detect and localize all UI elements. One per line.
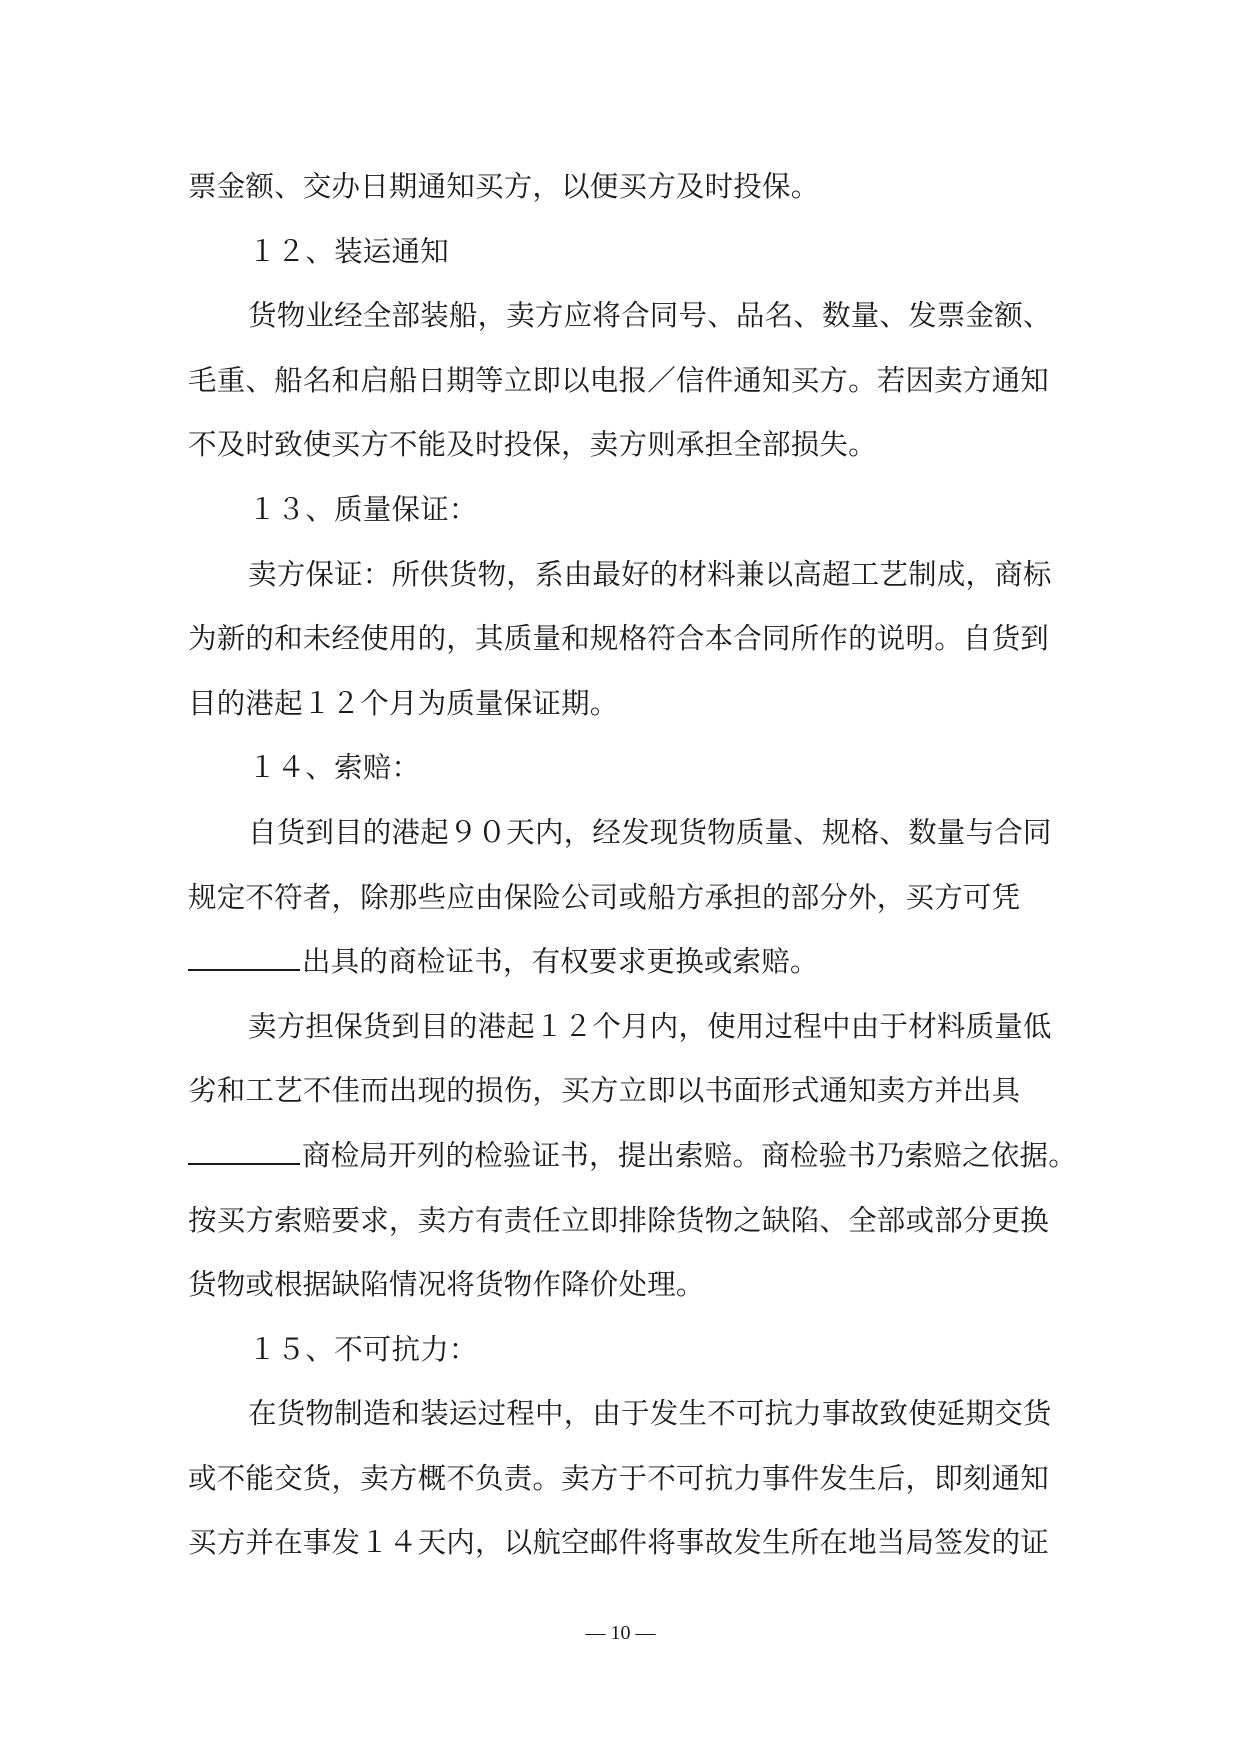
text-line: 卖方担保货到目的港起１２个月内，使用过程中由于材料质量低 [248, 1009, 1052, 1043]
document-body [188, 155, 1077, 1576]
text-line: 在货物制造和装运过程中，由于发生不可抗力事故致使延期交货 [248, 1397, 1052, 1431]
text-line: 自货到目的港起９０天内，经发现货物质量、规格、数量与合同 [248, 815, 1052, 849]
page-number: — 10 — [585, 1622, 656, 1644]
text-line-with-blank [188, 1124, 1077, 1189]
text-line: 卖方保证：所供货物，系由最好的材料兼以高超工艺制成，商标 [248, 557, 1052, 591]
text-line: 或不能交货，卖方概不负责。卖方于不可抗力事件发生后，即刻通知 [188, 1461, 1050, 1495]
text-line: 买方并在事发１４天内，以航空邮件将事故发生所在地当局签发的证 [188, 1526, 1050, 1560]
text-line: 按买方索赔要求，卖方有责任立即排除货物之缺陷、全部或部分更换 [188, 1203, 1050, 1237]
section-heading-quality-guarantee: １３、质量保证： [248, 492, 478, 526]
section-heading-shipment-notice: １２、装运通知 [248, 234, 449, 268]
fill-in-blank [188, 1141, 300, 1165]
section-heading-force-majeure: １５、不可抗力： [248, 1332, 478, 1366]
text-line: 货物业经全部装船，卖方应将合同号、品名、数量、发票金额、 [248, 299, 1052, 333]
fill-in-blank [188, 947, 300, 971]
text-line: 为新的和未经使用的，其质量和规格符合本合同所作的说明。自货到 [188, 622, 1050, 656]
text-line-with-blank [188, 930, 1058, 995]
text-line: 毛重、船名和启船日期等立即以电报／信件通知买方。若因卖方通知 [188, 363, 1050, 397]
text-line: 不及时致使买方不能及时投保，卖方则承担全部损失。 [188, 428, 877, 462]
text-line: 目的港起１２个月为质量保证期。 [188, 686, 619, 720]
text-line: 出具的商检证书，有权要求更换或索赔。 [302, 945, 819, 979]
text-line: 商检局开列的检验证书，提出索赔。商检验书乃索赔之依据。 [302, 1138, 1077, 1172]
text-line: 规定不符者，除那些应由保险公司或船方承担的部分外，买方可凭 [188, 880, 1021, 914]
text-line: 票金额、交办日期通知买方，以便买方及时投保。 [188, 170, 820, 203]
text-line: 劣和工艺不佳而出现的损伤，买方立即以书面形式通知卖方并出具 [188, 1074, 1021, 1108]
section-heading-claims: １４、索赔： [248, 751, 421, 785]
text-line: 货物或根据缺陷情况将货物作降价处理。 [188, 1268, 705, 1302]
